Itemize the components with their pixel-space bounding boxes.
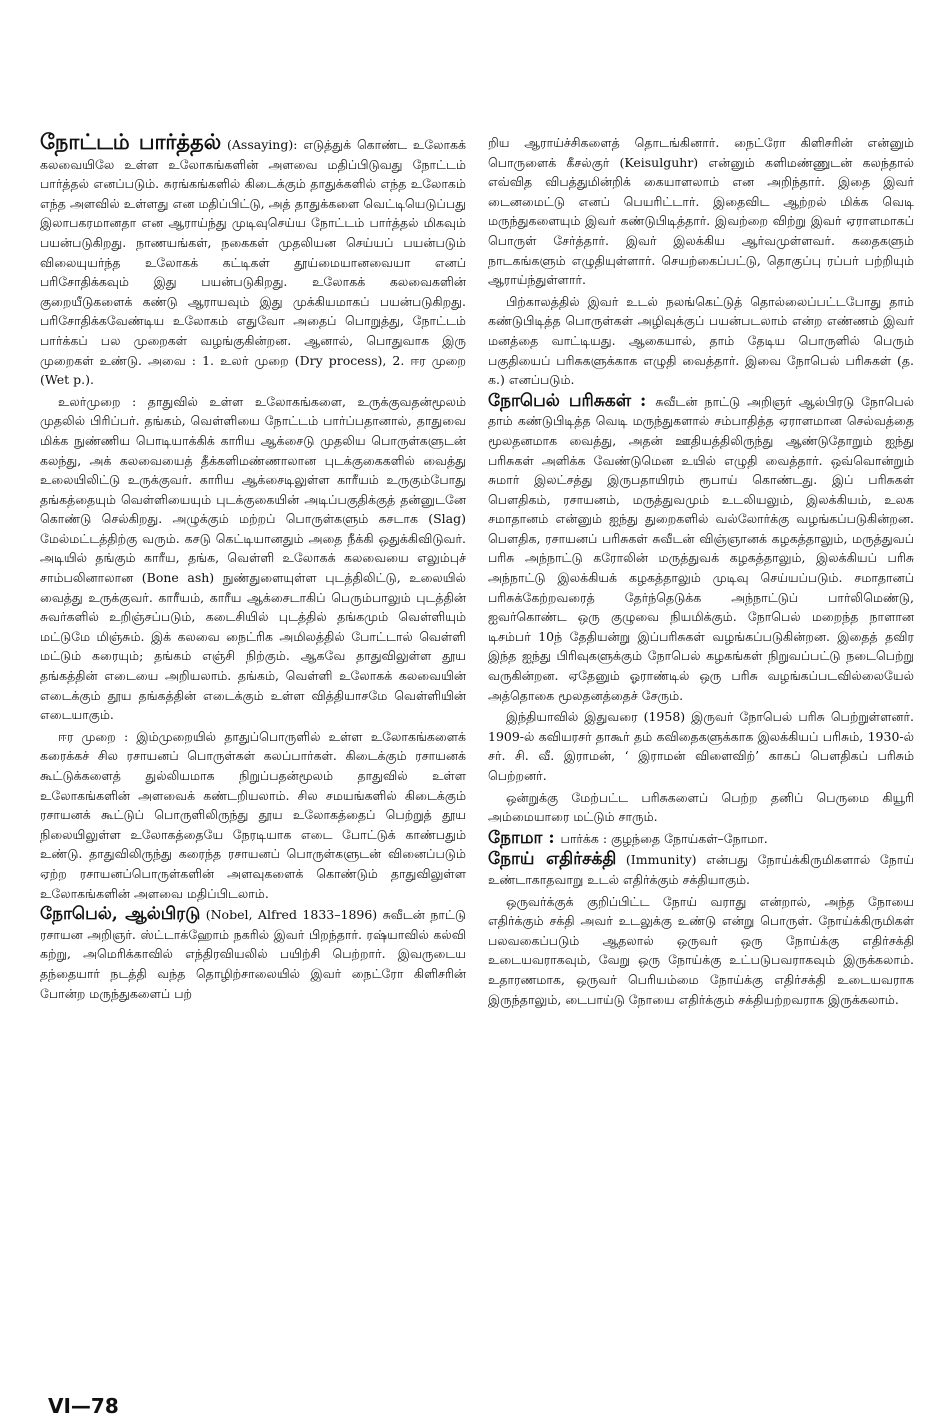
entry-noma-text: பார்க்க : குழந்தை நோய்கள்–நோமா.: [560, 830, 768, 846]
entry-immunity-text: என்பது நோய்க்கிருமிகளால் நோய் உண்டாகாதவாறு உடல் எதிர்க்கும் சக்தியாகும்.: [488, 852, 914, 887]
entry-nobel-prizes: [488, 392, 914, 706]
paragraph-nobel-later-life: பிற்காலத்தில் இவர் உடல் நலங்கெட்டுத் தொல்லைப்பட்டபோது தாம் கண்டுபிடித்த பொருள்கள் அழிவுக்குப் பயன்படலாம் என்ற எண்ணம் இவர் மனத்தை வாட்டியது. ஆகையால், தாம் தேடிய பொருளில் பெரும் பகுதியைப் பரிசுகளுக்காக எழுதி வைத்தார். இவை நோபெல் பரிசுகள் (த. க.) எனப்படும்.: [488, 293, 914, 388]
entry-nobel-prizes-headword: நோபெல் பரிசுகள் :: [488, 390, 656, 411]
entry-noma-headword: நோமா :: [488, 827, 561, 848]
paragraph-nobel-alfred-continued: றிய ஆராய்ச்சிகளைத் தொடங்கினார். நைட்ரோ கிளிசரின் என்னும் பொருளைக் கீசல்குர் (Keisulguhr) என்னும் களிமண்ணுடன் கலந்தால் எவ்வித விபத்துமின்றிக் கையாளலாம் என அறிந்தார். இதை இவர் டைனமைட்டு எனப் பெயரிட்டார். இதைவிட ஆற்றல் மிக்க வெடி மருந்துகளையும் இவர் கண்டுபிடித்தார். இவற்றை விற்று இவர் ஏராளமாகப் பொருள் சேர்த்தார். இவர் இலக்கிய ஆர்வமுள்ளவர். கதைகளும் நாடகங்களும் எழுதியுள்ளார். செயற்கைப்பட்டு, தொகுப்பு ரப்பர் பற்றியும் ஆராய்ந்துள்ளார்.: [488, 135, 914, 288]
paragraph-nobel-india: இந்தியாவில் இதுவரை (1958) இருவர் நோபெல் பரிசு பெற்றுள்ளனர். 1909-ல் கவியரசர் தாகூர் தம் கவிதைகளுக்காக இலக்கியப் பரிசும், 1930-ல் சர். சி. வீ. இராமன், ‘ இராமன் விளைவிற்’ காகப் பௌதிகப் பரிசும் பெற்றனர்.: [488, 709, 914, 783]
entry-immunity-headword: நோய் எதிர்சக்தி: [488, 849, 617, 870]
entry-nobel-prizes-text: சுவீடன் நாட்டு அறிஞர் ஆல்பிரடு நோபெல் தாம் கண்டுபிடித்த வெடி மருந்துகளால் சம்பாதித்த ஏராளமான செல்வத்தை மூலதனமாக வைத்து, அதன் ஊதியத்திலிருந்து ஆண்டுதோறும் ஐந்து பரிசுகள் அளிக்க வேண்டுமென உயில் எழுதி வைத்தார். ஒவ்வொன்றும் சுமார் இலட்சத்து இருபதாயிரம் ரூபாய் கொண்டது. இப் பரிசுகள் பௌதிகம், ரசாயனம், மருத்துவமும் உடலியலும், இலக்கியம், உலக சமாதானம் என்னும் ஐந்து துறைகளில் வல்லோர்க்கு வழங்கப்படுகின்றன. பௌதிக, ரசாயனப் பரிசுகள் சுவீடன் விஞ்ஞானக் கழகத்தாலும், மருத்துவப் பரிசு அந்நாட்டு கரோலின் மருத்துவக் கழகத்தாலும், இலக்கியப் பரிசு அந்நாட்டு இலக்கியக் கழகத்தாலும் முடிவு செய்யப்படும். சமாதானப் பரிசுக்கேற்றவரைத் தேர்ந்தெடுக்க அந்நாட்டுப் பார்லிமெண்டு, ஐவர்கொண்ட ஒரு குழுவை நியமிக்கும். நோபெல் மறைந்த நாளான டிசம்பர் 10ந் தேதியன்று இப்பரிசுகள் வழங்கப்படுகின்றன. இதைத் தவிர இந்த ஐந்து பிரிவுகளுக்கும் நோபெல் கழகங்கள் நிறுவப்பட்டு நடைபெற்று வருகின்றன. ஏதேனும் ஓராண்டில் ஒரு பரிசு வழங்கப்படவில்லையேல் அத்தொகை மூலதனத்தைச் சேரும்.: [488, 393, 914, 703]
entry-noma: [488, 829, 914, 849]
left-column: [40, 132, 466, 1384]
entry-nobel-alfred: [40, 905, 466, 1003]
right-column: [488, 133, 914, 1385]
entry-nobel-alfred-headword-english: (Nobel, Alfred 1833–1896): [200, 907, 383, 923]
page-number: VI—78: [48, 1394, 119, 1418]
entry-immunity-headword-english: (Immunity): [616, 852, 707, 868]
entry-nobel-alfred-text: சுவீடன் நாட்டு ரசாயன அறிஞர். ஸ்ட்டாக்ஹோம் நகரில் இவர் பிறந்தார். ரஷ்யாவில் கல்வி கற்று, அமெரிக்காவில் எந்திரவியலில் பயிற்சி பெற்றார். இவருடைய தந்தையார் நடத்தி வந்த தொழிற்சாலையில் இவர் நைட்ரோ கிளிசரின் போன்ற மருந்துகளைப் பற்: [40, 907, 466, 1001]
paragraph-immunity-detail: ஒருவர்க்குக் குறிப்பிட்ட நோய் வராது என்றால், அந்த நோயை எதிர்க்கும் சக்தி அவர் உடலுக்கு உண்டு என்று பொருள். நோய்க்கிருமிகள் பலவகைப்படும் ஆதலால் ஒருவர் ஒரு நோய்க்கு எதிர்சக்தி உடையவராகவும், வேறு ஒரு நோய்க்கு உட்படுபவராகவும் இருக்கலாம். உதாரணமாக, ஒருவர் பெரியம்மை நோய்க்கு எதிர்சக்தி உடையவராக இருந்தாலும், டைபாய்டு நோயை எதிர்க்கும் சக்தியற்றவராக இருக்கலாம்.: [488, 893, 914, 1007]
entry-assaying: [40, 132, 466, 390]
entry-assaying-headword: நோட்டம் பார்த்தல்: [40, 132, 222, 154]
paragraph-dry-process: உலர்முறை : தாதுவில் உள்ள உலோகங்களை, உருக்குவதன்மூலம் முதலில் பிரிப்பர். தங்கம், வெள்ளியை நோட்டம் பார்ப்பதானால், தாதுவை மிக்க நுண்ணிய பொடியாக்கிக் காரிய ஆக்சைடு முதலிய பொருள்களுடன் கலந்து, அக் கலவையைத் தீக்களிமண்ணாலான புடக்குகைகளில் வைத்து உலையிலிட்டு உருக்குவர். காரிய ஆக்சைடிலுள்ள காரீயம் உருகும்போது தங்கத்தையும் வெள்ளியையும் புடக்குகையின் அடிப்பகுதிக்குத் தன்னுடனே கொண்டு செல்கிறது. அழுக்கும் மற்றப் பொருள்களும் கசடாக (Slag) மேல்மட்டத்திற்கு வரும். கசடு கெட்டியானதும் அதை நீக்கி ஒதுக்கிவிடுவர். அடியில் தங்கும் காரீய, தங்க, வெள்ளி உலோகக் கலவையை எலும்புச் சாம்பலினாலான (Bone ash) நுண்துளையுள்ள புடத்திலிட்டு, உலையில் வைத்து உருக்குவர். காரீயம், காரீய ஆக்சைடாகிப் பெரும்பாலும் புடத்தின் சுவர்களில் உறிஞ்சப்படும், கடைசியில் புடத்தில் தங்கமும் வெள்ளியும் மட்டுமே மிஞ்சும். இக் கலவை நைட்ரிக அமிலத்தில் போட்டால் வெள்ளி மட்டும் கரையும்; தங்கம் எஞ்சி நிற்கும். ஆகவே தாதுவிலுள்ள தூய தங்கத்தின் எடையை அறியலாம். தங்கம், வெள்ளி உலோகக் கலவையின் எடைக்கும் தூய தங்கத்தின் எடைக்கும் உள்ள வித்தியாசமே வெள்ளியின் எடையாகும்.: [40, 393, 466, 723]
entry-assaying-text: எடுத்துக் கொண்ட உலோகக் கலவையிலே உள்ள உலோகங்களின் அளவை மதிப்பிடுவது நோட்டம் பார்த்தல் எனப்படும். சுரங்கங்களில் கிடைக்கும் தாதுக்களில் எந்த உலோகம் எந்த அளவில் உள்ளது என மதிப்பிட்டு, அத் தாதுக்களை வெட்டியெடுப்பது இலாபகரமானதா என ஆராய்ந்து முடிவுசெய்ய நோட்டம் பார்த்தல் மிகவும் பயன்படுகிறது. நாணயங்கள், நகைகள் முதலியன செய்யப் பயன்படும் விலையுயர்ந்த உலோகக் கட்டிகள் தூய்மையானவையா எனப் பரிசோதிக்கவும் இது பயன்படுகிறது. உலோகக் கலவைகளின் குறையீடுகளைக் கண்டு ஆராயவும் இது முக்கியமாகப் பயன்படுகிறது. பரிசோதிக்கவேண்டிய உலோகம் எதுவோ அதைப் பொறுத்து, நோட்டம் பார்க்கப் பல முறைகள் வழங்குகின்றன. ஆனால், பொதுவாக இரு முறைகள் உண்டு. அவை : 1. உலர் முறை (Dry process), 2. ஈர முறை (Wet p.).: [40, 137, 466, 388]
entry-assaying-headword-english: (Assaying):: [221, 137, 304, 152]
entry-immunity: [488, 850, 914, 889]
paragraph-wet-process: ஈர முறை : இம்முறையில் தாதுப்பொருளில் உள்ள உலோகங்களைக் கரைக்கச் சில ரசாயனப் பொருள்கள் கலப்பார்கள். கிடைக்கும் ரசாயனக் கூட்டுக்களைத் துல்லியமாக நிறுப்பதன்மூலம் தாதுவில் உள்ள உலோகங்களின் அளவைக் கண்டறியலாம். சில சமயங்களில் கிடைக்கும் ரசாயனக் கூட்டுப் பொருளிலிருந்து தூய உலோகத்தைப் பெற்றுத் தூய நிலையிலுள்ள உலோகத்தையே நேரடியாக எடை போட்டுக் காண்பதும் உண்டு. தாதுவிலிருந்து கரைந்த ரசாயனப் பொருள்களுடன் வினைப்படும் ஏற்ற ரசாயனப்பொருள்களின் அளவுகளைக் கொண்டும் தாதுவிலுள்ள உலோகங்களின் அளவை மதிப்பிடலாம்.: [40, 728, 466, 901]
paragraph-nobel-curie: ஒன்றுக்கு மேற்பட்ட பரிசுகளைப் பெற்ற தனிப் பெருமை கியூரி அம்மையாரை மட்டும் சாரும்.: [488, 789, 914, 825]
entry-nobel-alfred-headword: நோபெல், ஆல்பிரடு: [40, 904, 201, 925]
